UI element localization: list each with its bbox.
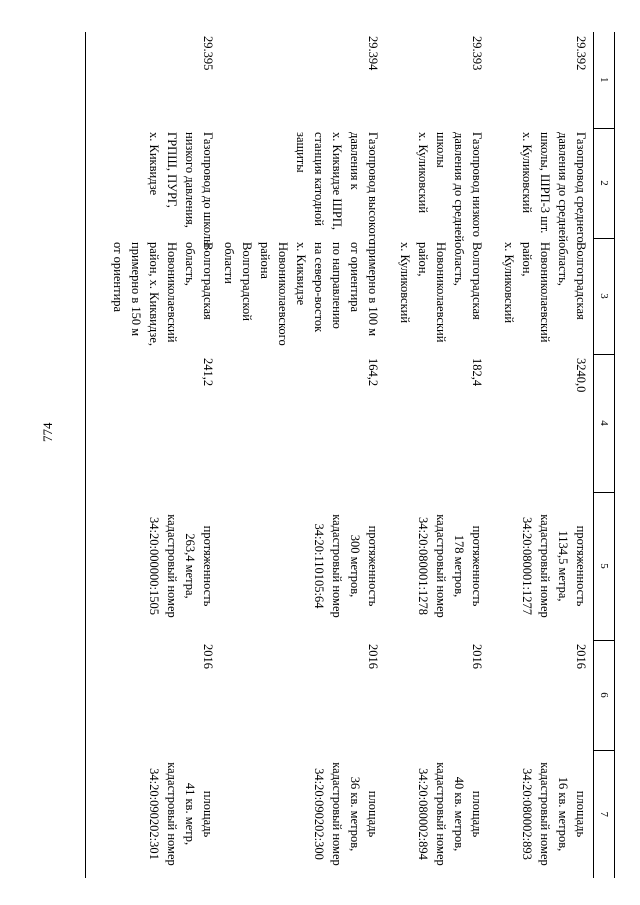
row-id: 29.395: [201, 36, 215, 71]
header-col-3: 3: [594, 238, 615, 354]
row-name: Газопровод среднего давления до средней школы, ШРП-3 шт. х. Куликовский: [520, 132, 588, 243]
row-description: протяженность 263,4 метра, кадастровый номер 34:20:000000:1505: [147, 514, 215, 618]
row-area: площадь 36 кв. метров, кадастровый номер 34:20:090202:300: [312, 762, 380, 866]
header-col-5: 5: [594, 492, 615, 640]
row-name: Газопровод до школы низкого давления, ГРПШ, ПУРГ, х. Киквидзе: [147, 132, 215, 248]
row-id: 29.392: [574, 36, 588, 71]
row-value: 3240,0: [574, 358, 588, 393]
header-row: [594, 32, 615, 878]
row-description: протяженность 300 метров, кадастровый номер 34:20:110105:64: [312, 514, 380, 618]
row-description: протяженность 1134,5 метра, кадастровый номер 34:20:080001:1277: [520, 514, 588, 618]
property-table: [109, 32, 615, 878]
table-row: [385, 32, 489, 878]
row-id: 29.393: [470, 36, 484, 71]
row-location: примерно в 100 м от ориентира по направлению на северо-восток х. Киквидзе Новониколаевского района Волгоградской области: [222, 242, 380, 346]
page-number: 774: [40, 422, 55, 442]
header-col-4: 4: [594, 354, 615, 492]
row-name: Газопровод высокого давления к х. Киквидзе ШРП, станция катодной защиты: [294, 132, 380, 245]
row-area: площадь 16 кв. метров, кадастровый номер 34:20:080002:893: [520, 762, 588, 866]
table-row: [489, 32, 594, 878]
row-value: 164,2: [366, 358, 380, 387]
row-location: Волгоградская область, Новониколаевский район, х. Киквидзе, примерно в 150 м от ориентира: [111, 242, 215, 346]
rotated-table-container: [36, 0, 626, 905]
row-location: Волгоградская область, Новониколаевский район, х. Куликовский: [502, 242, 588, 343]
table-row: [109, 32, 220, 878]
header-col-2: 2: [594, 128, 615, 238]
row-location: Волгоградская область, Новониколаевский район, х. Куликовский: [398, 242, 484, 343]
row-value: 182,4: [470, 358, 484, 387]
row-year: 2016: [470, 644, 484, 669]
header-col-7: 7: [594, 750, 615, 878]
row-year: 2016: [366, 644, 380, 669]
header-col-6: 6: [594, 640, 615, 750]
row-year: 2016: [201, 644, 215, 669]
row-description: протяженность 178 метров, кадастровый номер 34:20:080001:1278: [416, 514, 484, 618]
row-id: 29.394: [366, 36, 380, 71]
row-value: 241,2: [201, 358, 215, 387]
row-area: площадь 40 кв. метров, кадастровый номер 34:20:080002:894: [416, 762, 484, 866]
row-year: 2016: [574, 644, 588, 669]
row-name: Газопровод низкого давления до средней школы х. Куликовский: [416, 132, 484, 242]
row-area: площадь 41 кв. метр, кадастровый номер 34:20:090202:301: [147, 762, 215, 866]
header-col-1: 1: [594, 32, 615, 128]
table-row: [220, 32, 385, 878]
